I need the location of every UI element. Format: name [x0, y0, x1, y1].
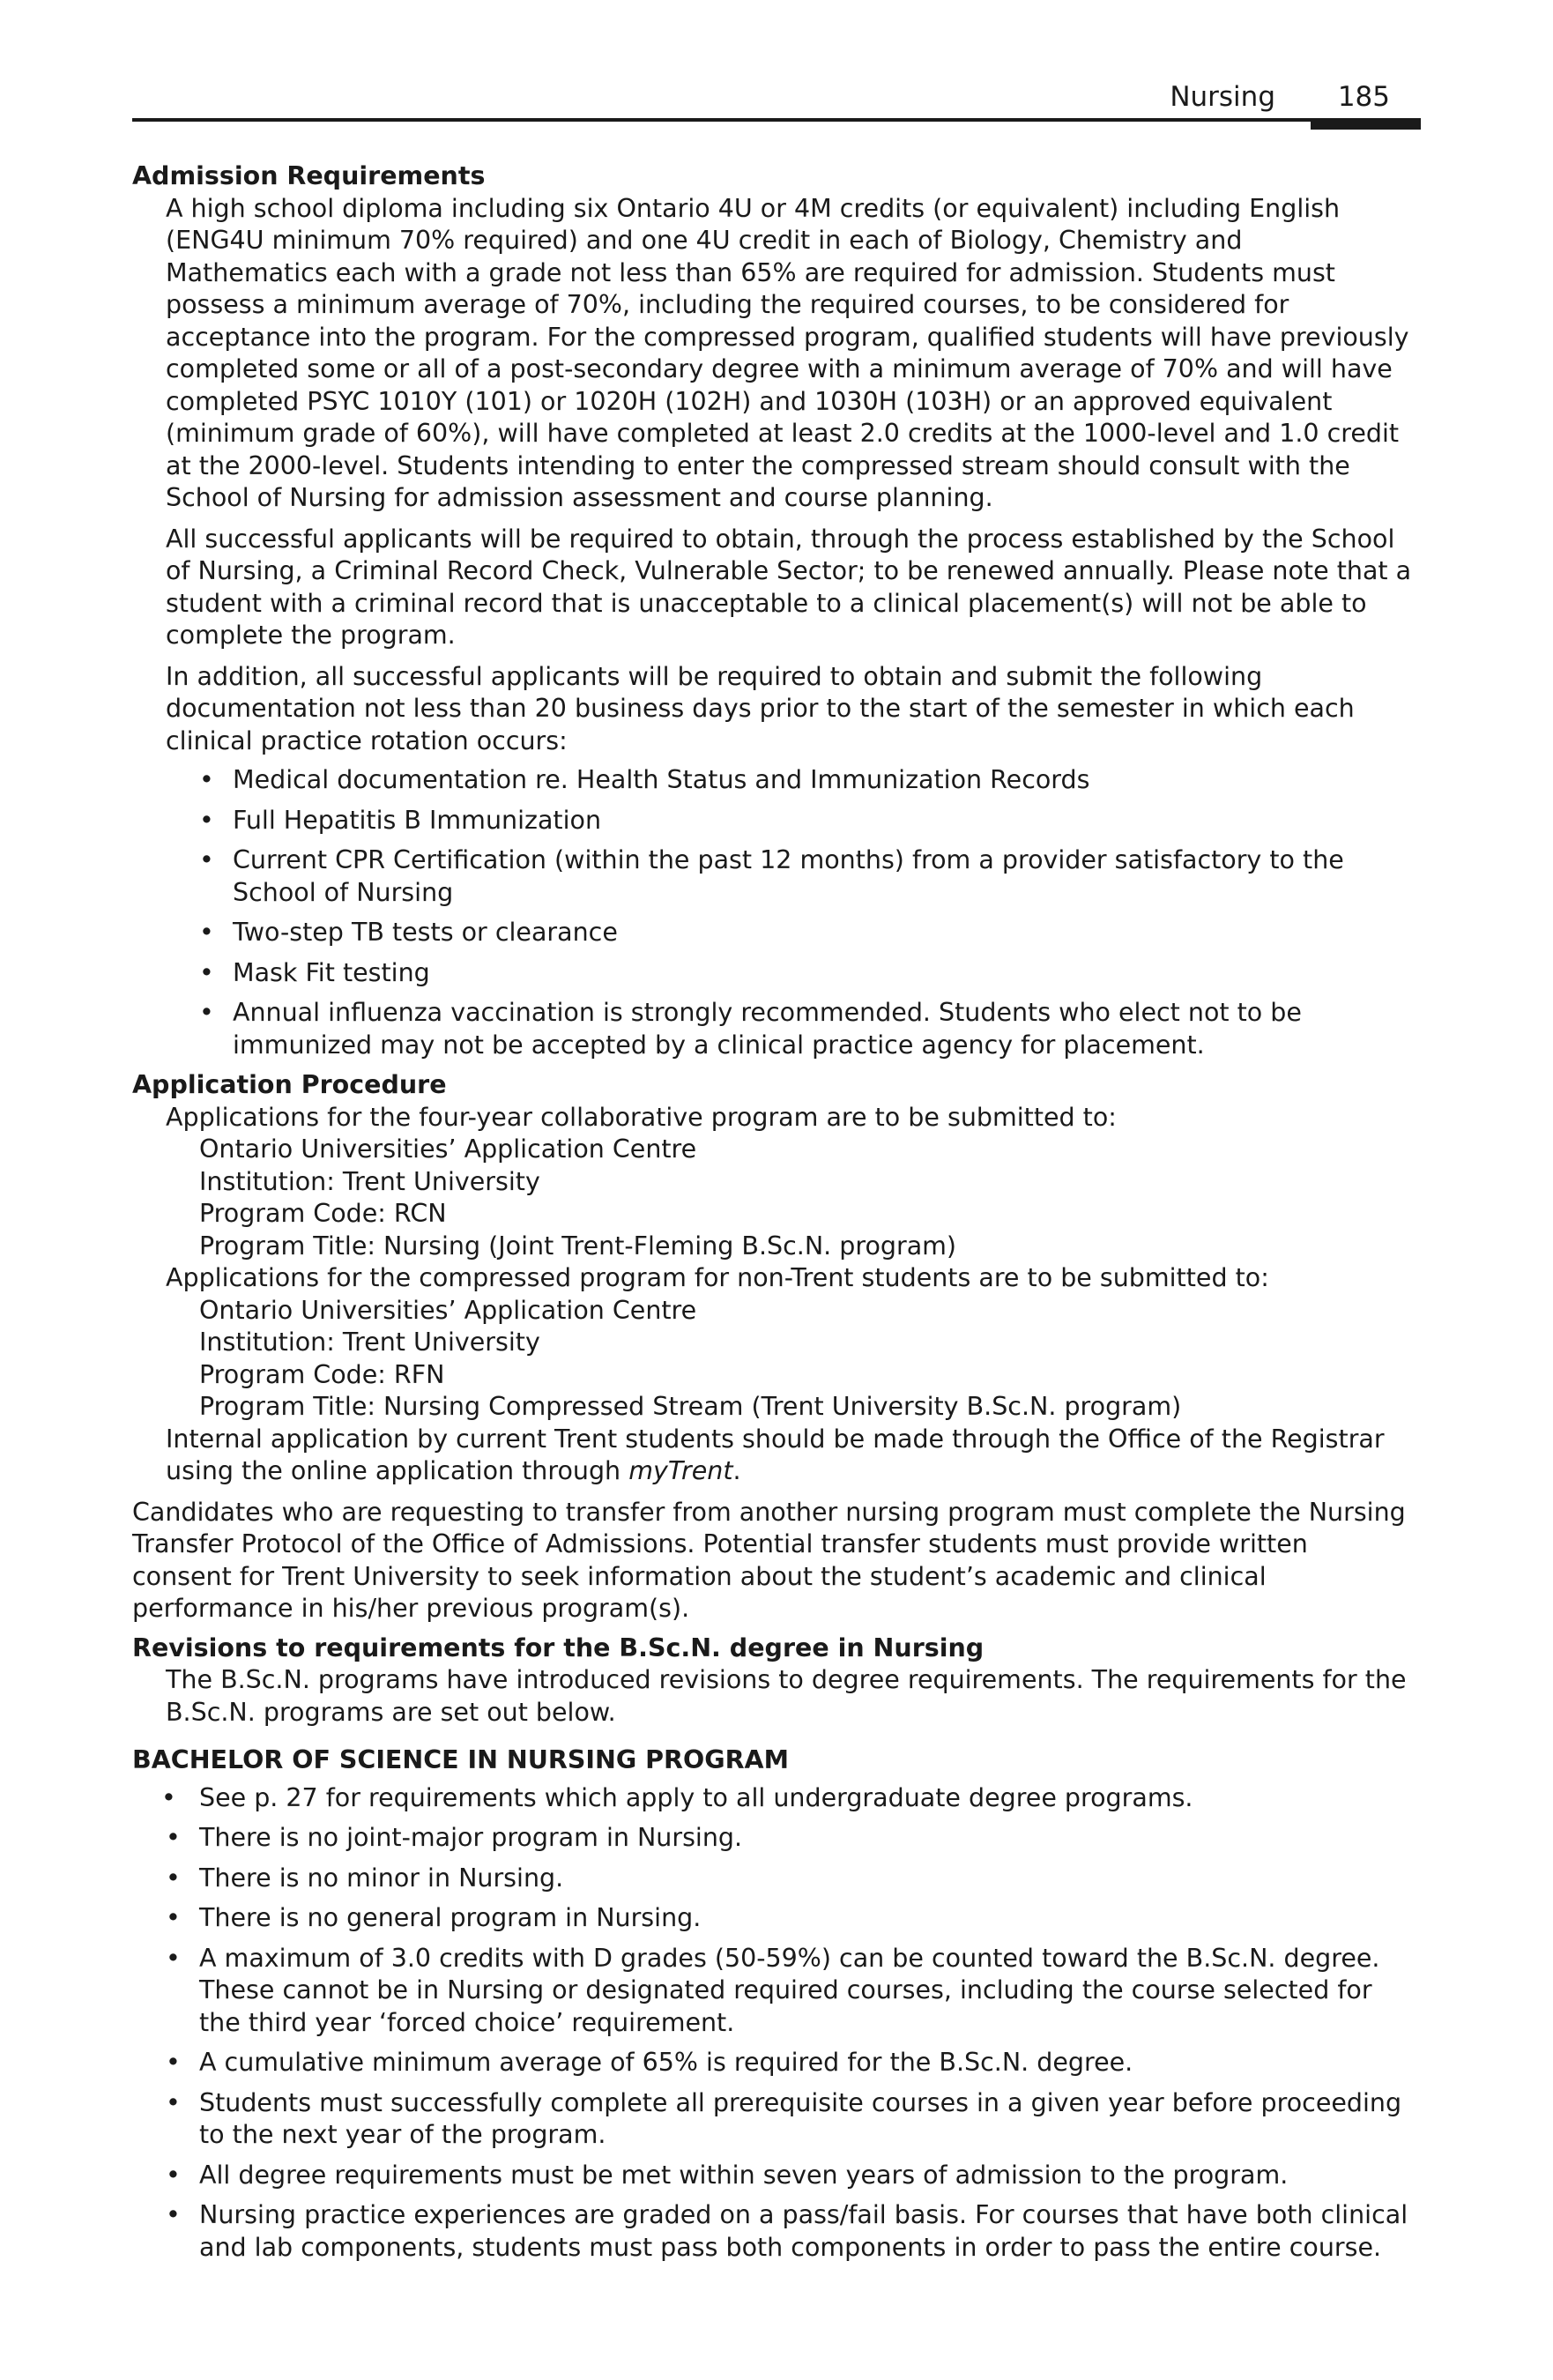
- documentation-list: [132, 764, 1412, 1061]
- bullet-icon: •: [161, 1782, 176, 1812]
- admission-para-3: In addition, all successful applicants will be required to obtain and submit the following documentation not less than 20 business days prior to the start of the semester in which each clinical practice rotation occurs:: [166, 661, 1355, 755]
- bullet-icon: •: [199, 845, 214, 874]
- application-intro-1: Applications for the four-year collaborative program are to be submitted to:: [166, 1102, 1117, 1132]
- revisions-heading: Revisions to requirements for the B.Sc.N. degree in Nursing: [132, 1633, 985, 1662]
- list-item: [132, 2047, 1412, 2079]
- bullet-icon: •: [166, 2048, 181, 2077]
- application-intro-2: Applications for the compressed program for non-Trent students are to be submitted to:: [166, 1263, 1269, 1292]
- page-content: [132, 160, 1412, 2272]
- list-item: [166, 844, 1412, 909]
- list-item-text: Full Hepatitis B Immunization: [233, 805, 602, 835]
- bullet-icon: •: [199, 957, 214, 987]
- address-line: Institution: Trent University: [199, 1166, 540, 1196]
- list-item: [132, 2087, 1412, 2152]
- list-item: [166, 764, 1412, 797]
- list-item-text: Mask Fit testing: [233, 957, 430, 987]
- header-tab-marker: [1311, 118, 1421, 130]
- page-number: 185: [1337, 81, 1390, 113]
- bullet-icon: •: [199, 805, 214, 835]
- internal-text: Internal application by current Trent students should be made through the Office of the Registrar using the online application through: [166, 1424, 1385, 1485]
- running-header: [132, 79, 1421, 122]
- bullet-icon: •: [199, 918, 214, 947]
- list-item-text: There is no minor in Nursing.: [199, 1863, 564, 1893]
- address-line: Ontario Universities’ Application Centre: [199, 1295, 697, 1325]
- application-heading: Application Procedure: [132, 1070, 447, 1099]
- bscn-heading: BACHELOR OF SCIENCE IN NURSING PROGRAM: [132, 1745, 789, 1774]
- mytrent-link-text: myTrent: [628, 1456, 733, 1485]
- bullet-icon: •: [166, 2160, 181, 2190]
- bscn-requirements-list: [132, 1782, 1412, 2265]
- list-item: [166, 917, 1412, 949]
- list-item-text: Annual influenza vaccination is strongly recommended. Students who elect not to be immunized may not be accepted by a clinical practice agency for placement.: [233, 998, 1302, 1060]
- bullet-icon: •: [166, 1863, 181, 1893]
- bullet-icon: •: [166, 1823, 181, 1852]
- list-item: [166, 957, 1412, 990]
- admission-section: [132, 193, 1412, 758]
- list-item: [166, 805, 1412, 837]
- admission-para-1: A high school diploma including six Ontario 4U or 4M credits (or equivalent) including English (ENG4U minimum 70% required) and one 4U credit in each of Biology, Chemistry and Mathematics each with a grade not less than 65% are required for admission. Students must possess a minimum average of 70%, including the required courses, to be considered for acceptance into the program. For the compressed program, qualified students will have previously completed some or all of a post-secondary degree with a minimum average of 70% and will have completed PSYC 1010Y (101) or 1020H (102H) and 1030H (103H) or an approved equivalent (minimum grade of 60%), will have completed at least 2.0 credits at the 1000-level and 1.0 credit at the 2000-level. Students intending to enter the compressed stream should consult with the School of Nursing for admission assessment and course planning.: [166, 193, 1409, 512]
- address-line: Ontario Universities’ Application Centre: [199, 1134, 697, 1164]
- list-item-text: Medical documentation re. Health Status and Immunization Records: [233, 765, 1090, 794]
- list-item: [132, 1782, 1412, 1815]
- application-address-2: [132, 1295, 1412, 1424]
- internal-period: .: [732, 1456, 741, 1485]
- list-item-text: See p. 27 for requirements which apply to all undergraduate degree programs.: [199, 1782, 1193, 1812]
- admission-heading: Admission Requirements: [132, 161, 486, 190]
- internal-application: [132, 1424, 1412, 1488]
- address-line: Program Title: Nursing Compressed Stream (Trent University B.Sc.N. program): [199, 1392, 1182, 1421]
- bullet-icon: •: [166, 1943, 181, 1973]
- list-item: [132, 2160, 1412, 2192]
- address-line: Program Code: RFN: [199, 1359, 445, 1389]
- list-item-text: All degree requirements must be met within seven years of admission to the program.: [199, 2160, 1289, 2190]
- address-line: Institution: Trent University: [199, 1328, 540, 1357]
- list-item: [166, 997, 1412, 1061]
- list-item-text: A maximum of 3.0 credits with D grades (50-59%) can be counted toward the B.Sc.N. degree. These cannot be in Nursing or designated required courses, including the course selected for the third year ‘forced choice’ requirement.: [199, 1943, 1380, 2037]
- list-item: [132, 1902, 1412, 1935]
- list-item-text: Current CPR Certification (within the past 12 months) from a provider satisfactory to the School of Nursing: [233, 845, 1344, 907]
- application-address-1: [132, 1134, 1412, 1262]
- list-item-text: Nursing practice experiences are graded on a pass/fail basis. For courses that have both clinical and lab components, students must pass both components in order to pass the entire course.: [199, 2200, 1408, 2262]
- transfer-paragraph: Candidates who are requesting to transfer from another nursing program must complete the Nursing Transfer Protocol of the Office of Admissions. Potential transfer students must provide written consent for Trent University to seek information about the student’s academic and clinical performance in his/her previous program(s).: [132, 1497, 1406, 1623]
- list-item-text: Two-step TB tests or clearance: [233, 918, 618, 947]
- list-item-text: A cumulative minimum average of 65% is required for the B.Sc.N. degree.: [199, 2048, 1133, 2077]
- bullet-icon: •: [166, 2087, 181, 2117]
- revisions-text: The B.Sc.N. programs have introduced revisions to degree requirements. The requirements for the B.Sc.N. programs are set out below.: [166, 1665, 1407, 1727]
- list-item-text: Students must successfully complete all prerequisite courses in a given year before proceeding to the next year of the program.: [199, 2087, 1402, 2149]
- address-line: Program Code: RCN: [199, 1199, 447, 1228]
- bullet-icon: •: [166, 2200, 181, 2229]
- header-section-title: Nursing: [1170, 81, 1275, 113]
- bullet-icon: •: [166, 1903, 181, 1932]
- bullet-icon: •: [199, 765, 214, 794]
- list-item-text: There is no joint-major program in Nursing.: [199, 1823, 743, 1852]
- list-item: [132, 1943, 1412, 2040]
- bullet-icon: •: [199, 998, 214, 1027]
- list-item: [132, 2199, 1412, 2264]
- admission-para-2: All successful applicants will be required to obtain, through the process established by the School of Nursing, a Criminal Record Check, Vulnerable Sector; to be renewed annually. Please note that a student with a criminal record that is unacceptable to a clinical placement(s) will not be able to complete the program.: [166, 524, 1412, 650]
- address-line: Program Title: Nursing (Joint Trent-Fleming B.Sc.N. program): [199, 1231, 957, 1261]
- header-rule: [132, 118, 1421, 122]
- list-item: [132, 1822, 1412, 1855]
- list-item-text: There is no general program in Nursing.: [199, 1903, 702, 1932]
- list-item: [132, 1863, 1412, 1895]
